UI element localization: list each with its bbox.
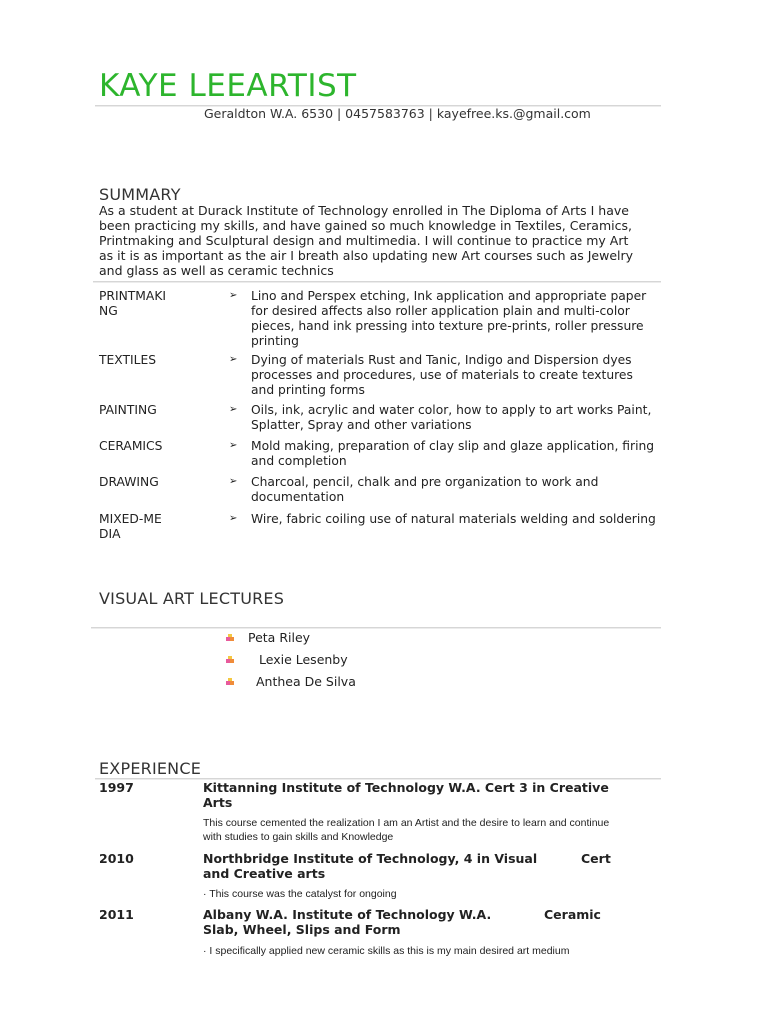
palette-bullet-icon xyxy=(226,634,234,642)
experience-title: Northbridge Institute of Technology, 4 in Visual and Creative arts xyxy=(203,851,538,881)
lecturer-name: Peta Riley xyxy=(248,630,311,645)
skill-description: Oils, ink, acrylic and water color, how to apply to art works Paint, Splatter, Spray and other variations xyxy=(251,403,652,432)
summary-divider xyxy=(93,281,661,283)
arrow-bullet-icon: ➢ xyxy=(229,354,238,365)
experience-year: 2010 xyxy=(99,851,134,866)
experience-heading: EXPERIENCE xyxy=(99,759,202,778)
lecturer-name: Anthea De Silva xyxy=(256,674,356,689)
experience-note: · I specifically applied new ceramic skills as this is my main desired art medium xyxy=(203,945,570,957)
skill-label-printmaking: PRINTMAKING xyxy=(99,289,167,318)
skill-label-mixed-media: MIXED-MEDIA xyxy=(99,512,162,541)
arrow-bullet-icon: ➢ xyxy=(229,290,238,301)
skill-description: Wire, fabric coiling use of natural materials welding and soldering xyxy=(251,512,656,526)
skill-description: Lino and Perspex etching, Ink application and appropriate paper for desired affects also roller application plain and multi-color pieces, hand ink pressing into texture pre-prints, roller pressure printing xyxy=(251,289,647,348)
experience-title: Kittanning Institute of Technology W.A. Cert 3 in Creative Arts xyxy=(203,780,609,810)
arrow-bullet-icon: ➢ xyxy=(229,404,238,415)
summary-heading: SUMMARY xyxy=(99,185,181,204)
lecturer-name: Lexie Lesenby xyxy=(259,652,348,667)
palette-bullet-icon xyxy=(226,678,234,686)
experience-title-extra: Cert xyxy=(581,851,611,866)
contact-info: Geraldton W.A. 6530 | 0457583763 | kayefree.ks.@gmail.com xyxy=(204,106,591,121)
palette-bullet-icon xyxy=(226,656,234,664)
experience-year: 1997 xyxy=(99,780,134,795)
skill-label-textiles: TEXTILES xyxy=(99,353,157,367)
skill-label-ceramics: CERAMICS xyxy=(99,439,163,453)
skill-description: Mold making, preparation of clay slip and glaze application, firing and completion xyxy=(251,439,655,468)
arrow-bullet-icon: ➢ xyxy=(229,440,238,451)
lectures-divider xyxy=(91,627,661,629)
lectures-heading: VISUAL ART LECTURES xyxy=(99,589,285,608)
experience-note: · This course was the catalyst for ongoing xyxy=(203,888,397,900)
arrow-bullet-icon: ➢ xyxy=(229,513,238,524)
experience-title: Albany W.A. Institute of Technology W.A. Slab, Wheel, Slips and Form xyxy=(203,907,492,937)
experience-year: 2011 xyxy=(99,907,134,922)
resume-name: KAYE LEEARTIST xyxy=(99,68,357,104)
arrow-bullet-icon: ➢ xyxy=(229,476,238,487)
skill-label-drawing: DRAWING xyxy=(99,475,159,489)
experience-title-extra: Ceramic xyxy=(544,907,601,922)
skill-label-painting: PAINTING xyxy=(99,403,157,417)
skill-description: Charcoal, pencil, chalk and pre organization to work and documentation xyxy=(251,475,599,504)
experience-note: This course cemented the realization I am an Artist and the desire to learn and continue with studies to gain skills and Knowledge xyxy=(203,817,610,843)
skill-description: Dying of materials Rust and Tanic, Indigo and Dispersion dyes processes and procedures, use of materials to create textures and printing forms xyxy=(251,353,633,397)
summary-text: As a student at Durack Institute of Technology enrolled in The Diploma of Arts I have been practicing my skills, and have gained so much knowledge in Textiles, Ceramics, Printmaking and Sculptural design and multimedia. I will continue to practice my Art as it is as important as the air I breath also updating new Art courses such as Jewelry and glass as well as ceramic technics xyxy=(99,203,634,278)
